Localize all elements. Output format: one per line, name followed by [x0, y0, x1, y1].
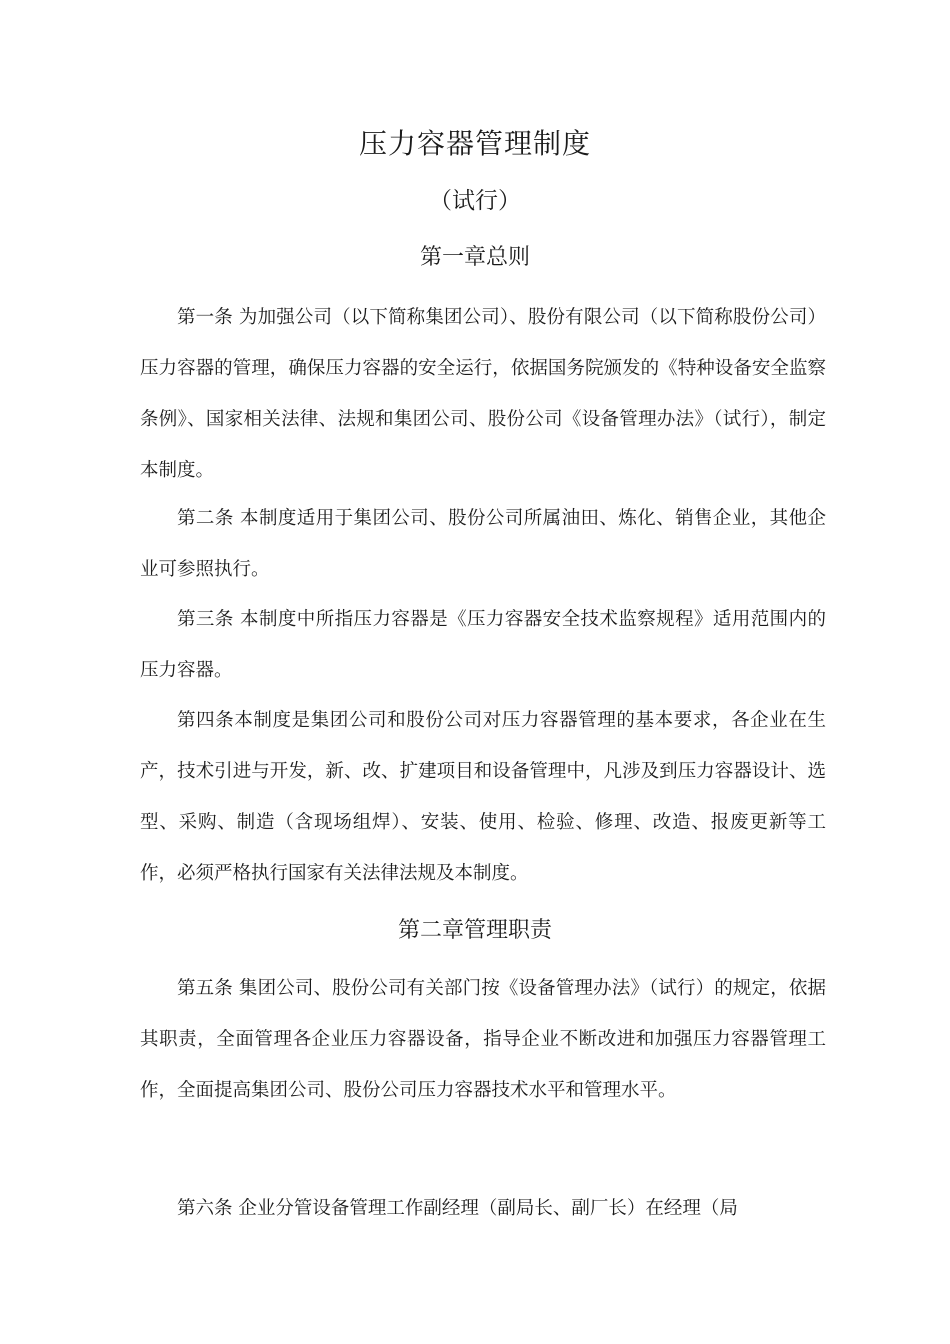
chapter-heading-2: 第二章管理职责 [397, 918, 552, 943]
article-3-paragraph: 第三条 本制度中所指压力容器是《压力容器安全技术监察规程》适用范围内的压力容器。 [140, 609, 826, 681]
article-6-paragraph: 第六条 企业分管设备管理工作副经理（副局长、副厂长）在经理（局 [177, 1198, 738, 1219]
article-1-paragraph: 第一条 为加强公司（以下简称集团公司）、股份有限公司（以下简称股份公司）压力容器的管理，确保压力容器的安全运行，依据国务院颁发的《特种设备安全监察条例》、国家相关法律、法规和集团公司、股份公司《设备管理办法》（试行），制定本制度。 [140, 307, 826, 481]
document-title: 压力容器管理制度 [358, 127, 591, 160]
article-4-paragraph: 第四条本制度是集团公司和股份公司对压力容器管理的基本要求，各企业在生产，技术引进与开发，新、改、扩建项目和设备管理中，凡涉及到压力容器设计、选型、采购、制造（含现场组焊）、安装、使用、检验、修理、改造、报废更新等工作，必须严格执行国家有关法律法规及本制度。 [140, 710, 826, 884]
article-5-paragraph: 第五条 集团公司、股份公司有关部门按《设备管理办法》（试行）的规定，依据其职责，全面管理各企业压力容器设备，指导企业不断改进和加强压力容器管理工作，全面提高集团公司、股份公司压力容器技术水平和管理水平。 [140, 978, 826, 1101]
article-2-paragraph: 第二条 本制度适用于集团公司、股份公司所属油田、炼化、销售企业，其他企业可参照执行。 [140, 508, 826, 580]
document-subtitle: （试行） [429, 188, 521, 214]
chapter-heading-1: 第一章总则 [419, 245, 530, 270]
